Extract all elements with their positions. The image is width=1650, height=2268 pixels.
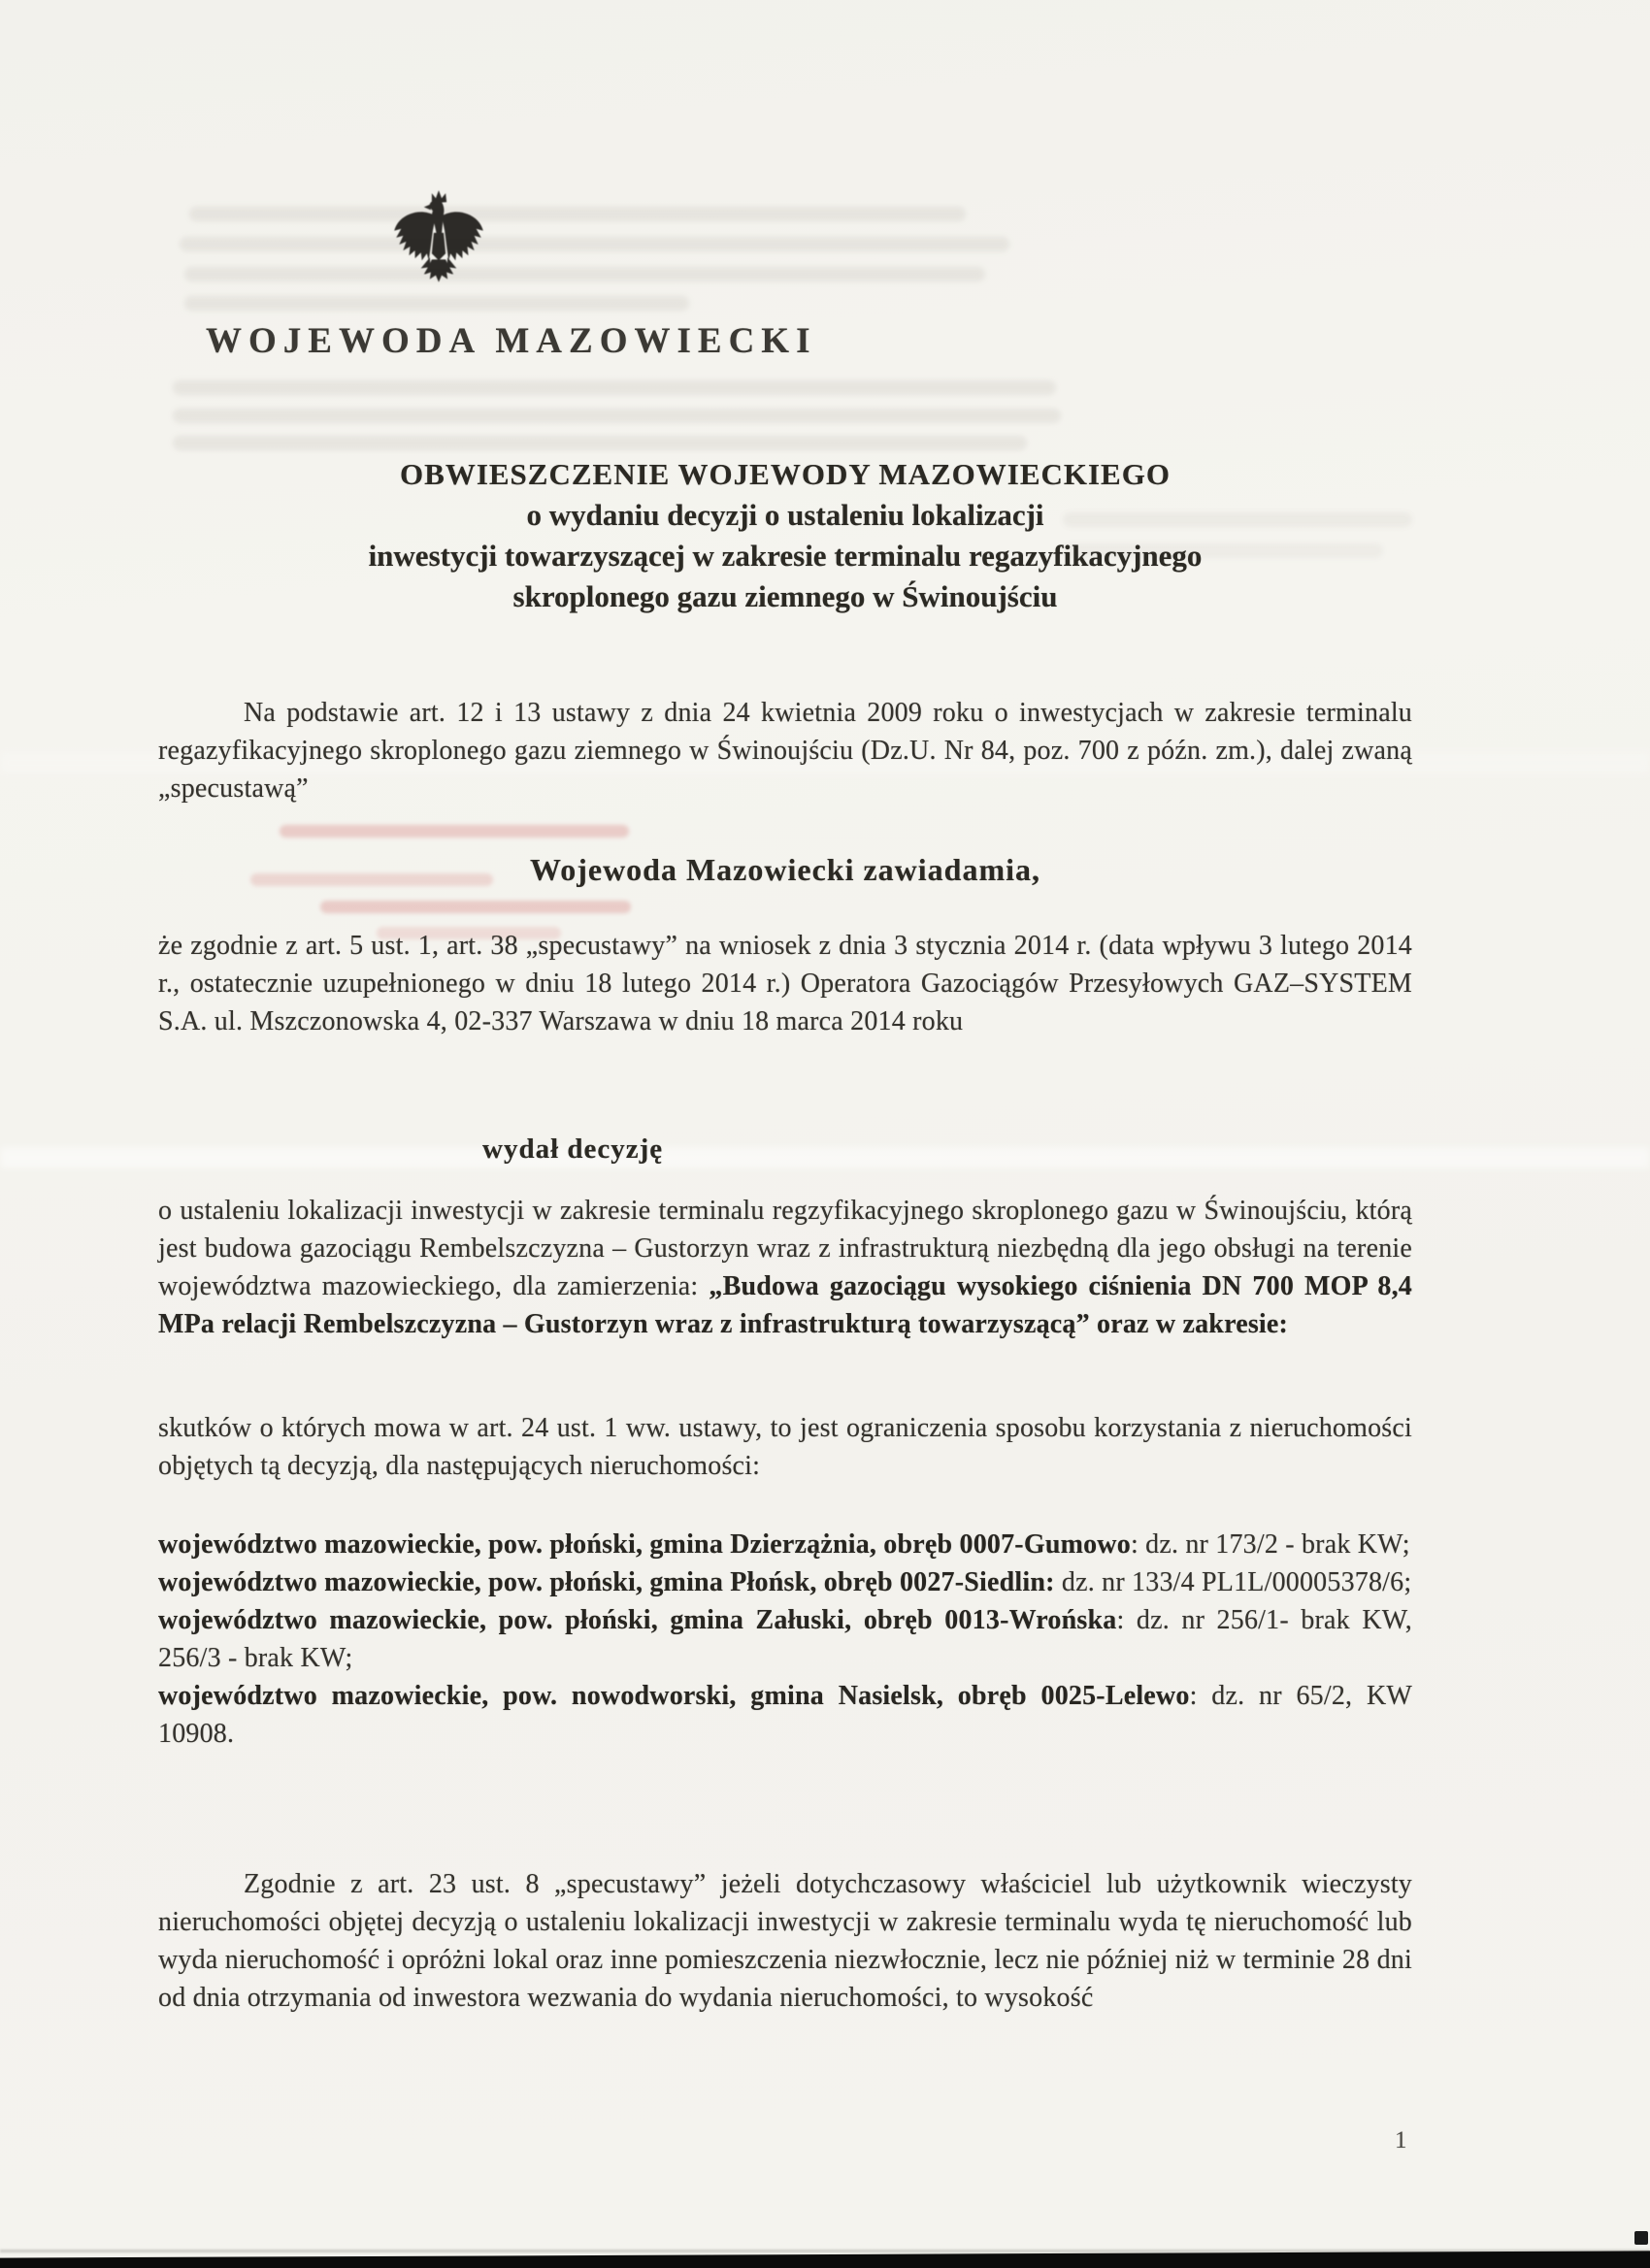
notice-title-line: skroplonego gazu ziemnego w Świnoujściu (512, 579, 1058, 613)
property-item-bold: województwo mazowieckie, pow. nowodworski, gmina Nasielsk, obręb 0025-Lelewo (158, 1681, 1190, 1711)
property-item-rest: : dz. nr 256/1- brak KW, 256/3 - brak KW; (158, 1605, 1413, 1673)
bleedthrough-artifact (184, 296, 689, 311)
scan-speck (1634, 2231, 1648, 2245)
property-item-bold: województwo mazowieckie, pow. płoński, gmina Płońsk, obręb 0027-Siedlin: (158, 1567, 1055, 1597)
decision-text-regular: o ustaleniu lokalizacji inwestycji w zakresie terminalu regzyfikacyjnego skroplonego gazu w Świnoujściu, którą jest budowa gazociągu Rembelszczyzna – Gustorzyn wraz z infrastrukturą niezbędną dla jego obsługi na terenie województwa mazowieckiego, dla zamierzenia: (158, 1196, 1412, 1301)
bleedthrough-artifact (189, 207, 966, 221)
paragraph-application: że zgodnie z art. 5 ust. 1, art. 38 „specustawy” na wniosek z dnia 3 stycznia 2014 r. (data wpływu 3 lutego 2014 r., ostatecznie uzupełnionego w dniu 18 lutego 2014 r.) Operatora Gazociągów Przesyłowych GAZ–SYSTEM S.A. ul. Mszczonowska 4, 02-337 Warszawa w dniu 18 marca 2014 roku (158, 931, 1412, 1036)
property-item-rest: : dz. nr 173/2 - brak KW; (1130, 1529, 1410, 1560)
property-item-rest: : dz. nr 65/2, KW 10908. (158, 1681, 1412, 1749)
coat-of-arms-eagle-icon (387, 186, 490, 297)
paragraph-legal-basis: Na podstawie art. 12 i 13 ustawy z dnia 24 kwietnia 2009 roku o inwestycjach w zakresie terminalu regazyfikacyjnego skroplonego gazu ziemnego w Świnoujściu (Dz.U. Nr 84, poz. 700 z późn. zm.), dalej zwaną „specustawą” (158, 698, 1412, 804)
bleedthrough-artifact (320, 901, 631, 913)
notice-title-line: inwestycji towarzyszącej w zakresie terminalu regazyfikacyjnego (368, 539, 1203, 573)
property-item-bold: województwo mazowieckie, pow. płoński, gmina Załuski, obręb 0013-Wrońska (158, 1605, 1117, 1635)
notice-title (158, 454, 1412, 617)
property-item (158, 1677, 1412, 1753)
letterhead-title: WOJEWODA MAZOWIECKI (206, 321, 817, 361)
paragraph-article-23: Zgodnie z art. 23 ust. 8 „specustawy” jeżeli dotychczasowy właściciel lub użytkownik wieczysty nieruchomości objętej decyzją o ustaleniu lokalizacji inwestycji w zakresie terminalu wyda tę nieruchomość lub wyda nieruchomość i opróżni lokal oraz inne pomieszczenia niezwłocznie, lecz nie później niż w terminie 28 dni od dnia otrzymania od inwestora wezwania do wydania nieruchomości, to wysokość (158, 1869, 1412, 2013)
property-list (158, 1526, 1412, 1753)
decision-quote-bold: „Budowa gazociągu wysokiego ciśnienia DN 700 MOP 8,4 MPa relacji Rembelszczyzna – Gustorzyn wraz z infrastrukturą towarzyszącą” oraz w zakresie: (158, 1271, 1412, 1339)
bleedthrough-artifact (173, 380, 1056, 395)
bleedthrough-artifact (184, 267, 985, 281)
property-item-rest: dz. nr 133/4 PL1L/00005378/6; (1054, 1567, 1412, 1597)
paragraph-decision (158, 1192, 1412, 1343)
bleedthrough-artifact (180, 237, 1009, 251)
scan-crease (0, 1147, 1650, 1168)
notice-title-line: o wydaniu decyzji o ustaleniu lokalizacji (526, 498, 1044, 532)
bleedthrough-artifact (280, 825, 629, 838)
paragraph-effects: skutków o których mowa w art. 24 ust. 1 ww. ustawy, to jest ograniczenia sposobu korzystania z nieruchomości objętych tą decyzją, dla następujących nieruchomości: (158, 1413, 1412, 1481)
property-item (158, 1526, 1412, 1563)
notice-title-line: OBWIESZCZENIE WOJEWODY MAZOWIECKIEGO (400, 457, 1171, 491)
heading-wydal-decyzje: wydał decyzję (482, 1134, 664, 1165)
bleedthrough-artifact (173, 436, 1027, 450)
property-item (158, 1563, 1412, 1601)
page-number: 1 (1395, 2127, 1407, 2153)
property-item (158, 1601, 1412, 1677)
bleedthrough-artifact (173, 409, 1061, 423)
property-item-bold: województwo mazowieckie, pow. płoński, gmina Dzierzążnia, obręb 0007-Gumowo (158, 1529, 1131, 1560)
heading-zawiadamia: Wojewoda Mazowiecki zawiadamia, (529, 852, 1041, 887)
